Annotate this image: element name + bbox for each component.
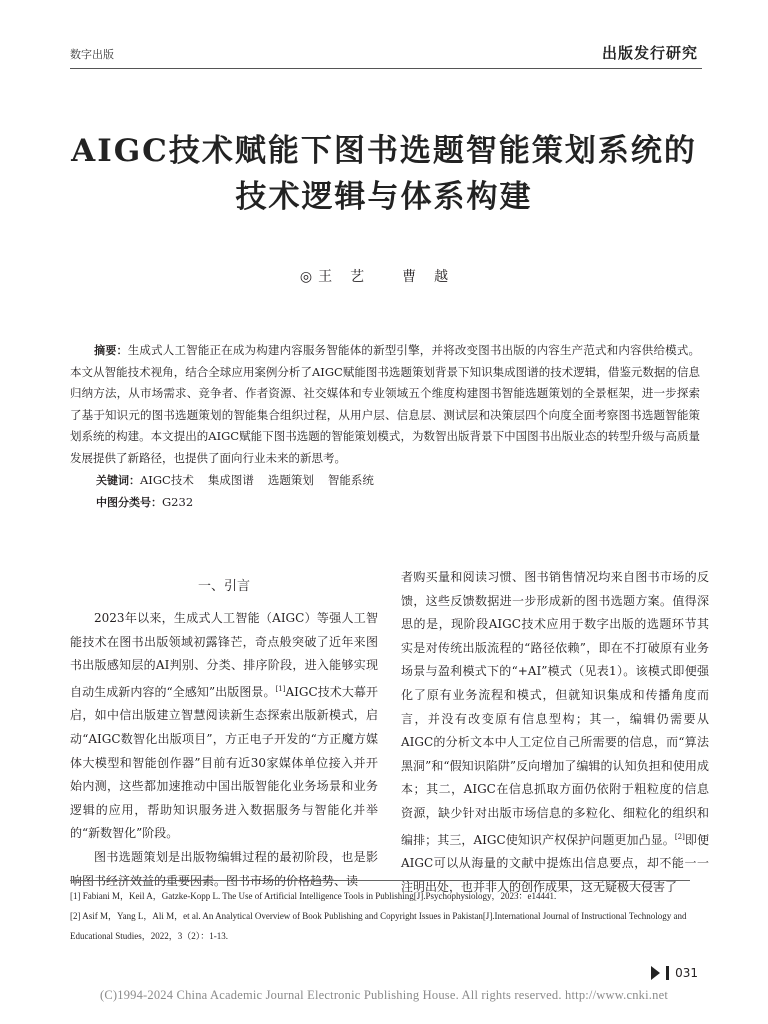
copyright-watermark: (C)1994-2024 China Academic Journal Electronic Publishing House. All rights reserved. http://www.cnki.net (99, 988, 668, 1002)
paragraph: 者购买量和阅读习惯、图书销售情况均来自图书市场的反馈，这些反馈数据进一步形成新的图书选题方案。值得深思的是，现阶段AIGC技术应用于数字出版的选题环节其实是对传统出版流程的“路径依赖”，即在不打破原有业务场景与盈利模式下的“+AI”模式（见表1）。该模式即便强化了原有业务流程和模式，但就知识集成和传播角度而言，并没有改变原有信息型构；其一，编辑仍需要从AIGC的分析文本中人工定位自己所需要的信息，而“算法黑洞”和“假知识陷阱”反向增加了编辑的认知负担和使用成本；其二，AIGC在信息抓取方面仍依附于粗粒度的信息资源，缺少针对出版市场信息的多粒化、细粒化的组织和编排；其三，AIGC使知识产权保护问题更加凸显。[2]即便AIGC可以从海量的文献中提炼出信息要点，却不能一一注明出处，也并非人的创作成果，这无疑极大侵害了 (401, 570, 709, 894)
classification-number (96, 494, 193, 511)
article-title (40, 128, 728, 220)
journal-name: 出版发行研究 (601, 44, 698, 62)
paragraph: 2023年以来，生成式人工智能（AIGC）等强人工智能技术在图书出版领域初露锋芒，奇点般突破了近年来图书出版感知层的AI判别、分类、排序阶段，进入能够实现自动生成新内容的“全感知”出版图景。[1]AIGC技术大幕开启，如中信出版建立智慧阅读新生态探索出版新模式，启动“AIGC数智化出版项目”，方正电子开发的“方正魔方媒体大模型和智能创作器”目前有近30家媒体单位接入并开始内测，这些都加速推动中国出版智能化业务场景和业务逻辑的应用，帮助知识服务进入数据服务与智能化并举的“新数智化”阶段。 (70, 611, 378, 841)
keywords (96, 472, 388, 489)
keyword: 集成图谱 (207, 473, 254, 487)
author-2: 曹 越 (402, 269, 451, 285)
footnote: [1] Fabiani M，Keil A，Gatzke-Kopp L. The Use of Artificial Intelligence Tools in Publishing[J].Psychophysiology，2023：e14441. (70, 891, 557, 901)
keyword: 选题策划 (267, 473, 314, 487)
citation-ref[interactable]: [2] (674, 832, 685, 841)
page-bar-icon (666, 966, 669, 980)
body-column-left (70, 563, 378, 893)
abstract-text: 生成式人工智能正在成为构建内容服务智能体的新型引擎，并将改变图书出版的内容生产范式和内容供给模式。本文从智能技术视角，结合全球应用案例分析了AIGC赋能图书选题策划背景下知识集成图谱的技术逻辑，借鉴元数据的信息归纳方法，从市场需求、竞争者、作者资源、社交媒体和专业领域五个维度构建图书智能选题策划的全景框架，进一步探索了基于知识元的图书选题策划的智能集合组织过程，从用户层、信息层、测试层和决策层四个向度全面考察图书选题智能策划系统的构建。本文提出的AIGC赋能下图书选题的智能策划模式，为数智出版背景下中国图书出版业态的转型升级与高质量发展提供了新路径，也提供了面向行业未来的新思考。 (70, 343, 700, 465)
abstract-label: 摘要： (94, 344, 128, 357)
section-heading: 一、引言 (197, 579, 250, 594)
footnote-divider (70, 880, 690, 881)
author-marker: ◎ (299, 269, 315, 285)
citation-ref[interactable]: [1] (275, 684, 286, 693)
keyword: AIGC技术 (140, 473, 194, 487)
paragraph: 图书选题策划是出版物编辑过程的最初阶段，也是影响图书经济效益的重要因素。图书市场的价格趋势、读 (70, 849, 378, 888)
title-line-1: AIGC技术赋能下图书选题智能策划系统的 (71, 133, 697, 169)
author-1: 王 艺 (318, 269, 367, 285)
abstract (70, 340, 700, 470)
keywords-label: 关键词： (96, 474, 140, 487)
footnotes (70, 886, 710, 946)
running-header-section: 数字出版 (70, 48, 114, 61)
clc-value: G232 (162, 495, 194, 509)
keyword: 智能系统 (327, 473, 374, 487)
page-number: 031 (651, 966, 698, 980)
footnote: [2] Asif M，Yang L，Ali M，et al. An Analytical Overview of Book Publishing and Copyright Issues in Pakistan[J].International Journal of Instructional Technology and Educational Studies，2022，3（2）：1-13. (70, 911, 687, 941)
clc-label: 中图分类号： (96, 496, 162, 509)
page-arrow-icon (651, 966, 660, 980)
title-line-2: 技术逻辑与体系构建 (235, 179, 533, 215)
author-line (0, 266, 768, 286)
body-column-right (401, 566, 709, 899)
header-divider (70, 68, 702, 69)
